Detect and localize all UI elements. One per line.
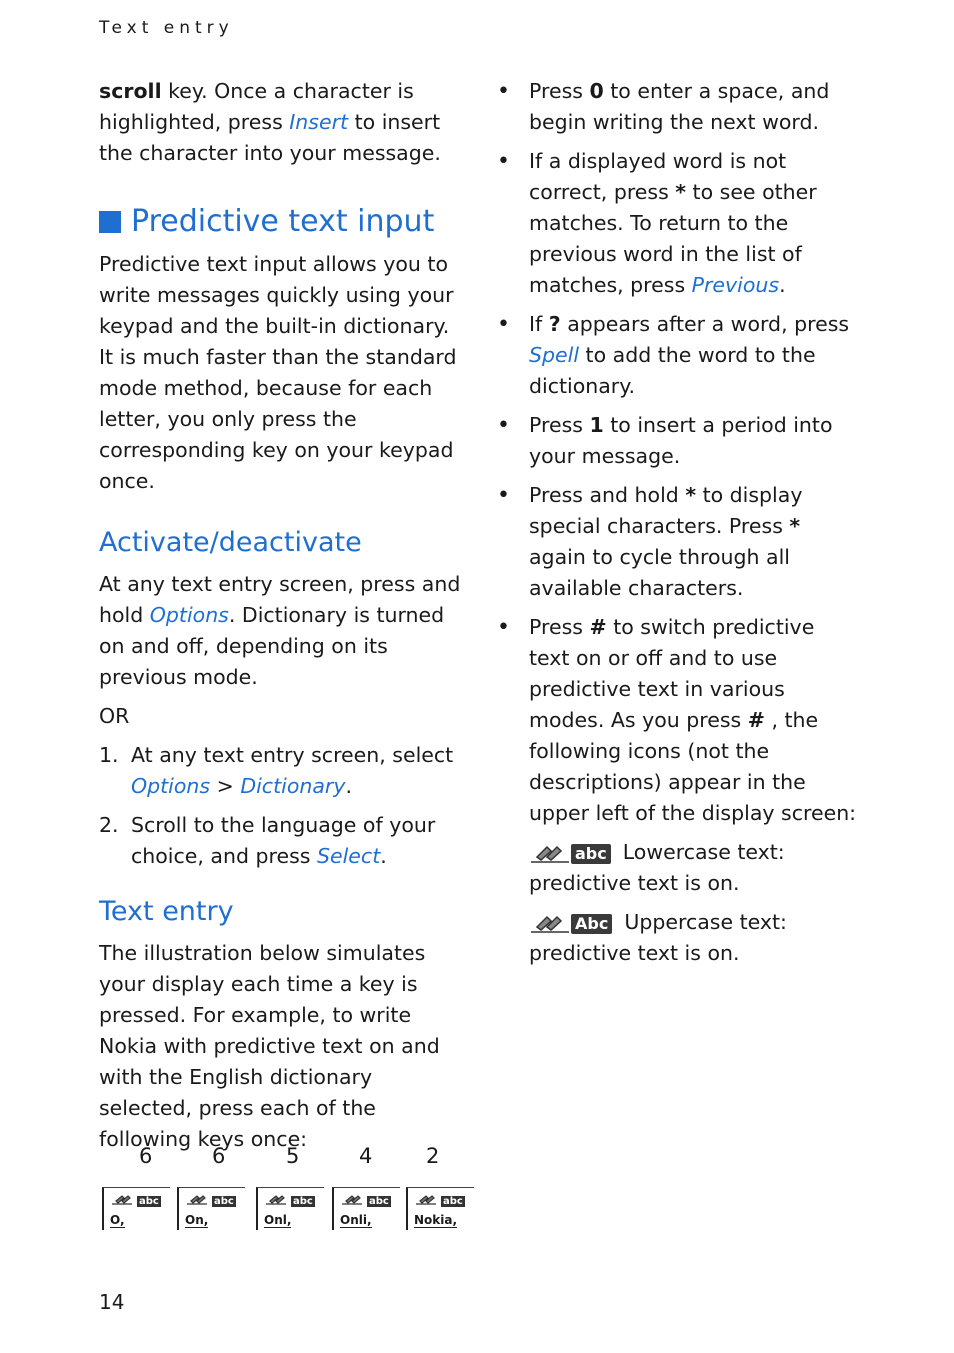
intro-paragraph (99, 76, 461, 169)
typed-word: Nokia, (414, 1213, 458, 1227)
left-column (99, 76, 461, 1155)
uppercase-desc: predictive text is on. (529, 941, 740, 965)
tips-list (497, 76, 857, 829)
uppercase-mode-description (529, 907, 857, 969)
key-label: 6 (139, 1144, 153, 1168)
heading-square-icon (99, 211, 121, 233)
select-softkey: Select (316, 844, 381, 868)
key-label: 4 (359, 1144, 373, 1168)
list-item-text: Press 0 to enter a space, and begin writing the next word. (529, 79, 830, 134)
activate-text-1: At any text entry screen, press and hold (99, 572, 461, 627)
step-number: 2. (99, 813, 119, 837)
list-item (497, 76, 857, 138)
display-sequence (102, 1187, 478, 1237)
list-item-text: If a displayed word is not correct, press * to see other matches. To return to the previous word in the list of matches, press Previous. (529, 149, 817, 297)
abc-mode-icon: abc (443, 1196, 463, 1207)
pen-icon (264, 1194, 288, 1206)
previous-softkey: Previous (691, 273, 780, 297)
display-screen (332, 1187, 400, 1230)
typed-word: Onli, (340, 1213, 372, 1227)
activate-text-2: . Dictionary is turned on and off, depending on its previous mode. (99, 603, 445, 689)
dictionary-menu-link: Dictionary (240, 774, 346, 798)
activate-paragraph (99, 569, 461, 693)
display-screen (102, 1187, 170, 1230)
list-item-text: If ? appears after a word, press Spell to add the word to the dictionary. (529, 312, 850, 398)
pen-icon (185, 1194, 209, 1206)
abc-mode-icon: abc (214, 1196, 234, 1207)
list-item (497, 146, 857, 301)
display-screen (406, 1187, 474, 1230)
abc-mode-icon: abc (369, 1196, 389, 1207)
typed-word: Onl, (264, 1213, 292, 1227)
pen-icon (529, 913, 571, 935)
section-heading-predictive (99, 203, 461, 241)
abc-capital-badge: Abc (571, 914, 612, 934)
pen-icon (110, 1194, 134, 1206)
list-item (497, 410, 857, 472)
activate-steps (99, 740, 461, 872)
step-item (99, 740, 461, 802)
intro-text-1: key. Once a character is highlighted, press (99, 79, 414, 134)
list-item (497, 612, 857, 829)
list-item (497, 309, 857, 402)
uppercase-label: Uppercase text: (624, 910, 787, 934)
scroll-key-term: scroll (99, 79, 162, 103)
abc-mode-icon: abc (293, 1196, 313, 1207)
or-separator: OR (99, 704, 130, 728)
lowercase-label: Lowercase text: (622, 840, 785, 864)
insert-softkey: Insert (289, 110, 349, 134)
predictive-description: Predictive text input allows you to write messages quickly using your keypad and the built-in dictionary. It is much faster than the standard mode method, because for each letter, you only press the corresponding key on your keypad once. (99, 252, 457, 493)
bullet-icon: • (497, 79, 510, 104)
lowercase-desc: predictive text is on. (529, 871, 740, 895)
subheading-text-entry: Text entry (99, 896, 234, 927)
intro-text-2: to insert the character into your message. (99, 110, 441, 165)
list-item-text: Press # to switch predictive text on or off and to use predictive text in various modes. As you press # , the following icons (not the descriptions) appear in the upper left of the display screen: (529, 615, 857, 825)
bullet-icon: • (497, 615, 510, 640)
bullet-icon: • (497, 149, 510, 174)
list-item-text: Press and hold * to display special characters. Press * again to cycle through all available characters. (529, 483, 803, 600)
list-item (497, 480, 857, 604)
key-label: 5 (286, 1144, 300, 1168)
typed-word: On, (185, 1213, 209, 1227)
bullet-icon: • (497, 413, 510, 438)
abc-mode-icon: abc (139, 1196, 159, 1207)
bullet-icon: • (497, 312, 510, 337)
step-number: 1. (99, 743, 119, 767)
running-head: Text entry (99, 18, 234, 38)
display-screen (256, 1187, 324, 1230)
display-screen (177, 1187, 245, 1230)
spell-softkey: Spell (529, 343, 580, 367)
list-item-text: Press 1 to insert a period into your message. (529, 413, 833, 468)
lowercase-mode-description (529, 837, 857, 899)
key-label: 2 (426, 1144, 440, 1168)
options-softkey: Options (149, 603, 229, 627)
step-text: At any text entry screen, select Options > Dictionary. (131, 743, 454, 798)
pen-icon (529, 843, 571, 865)
key-sequence (99, 1140, 479, 1170)
typed-word: O, (110, 1213, 125, 1227)
subheading-activate: Activate/deactivate (99, 527, 362, 558)
bullet-icon: • (497, 483, 510, 508)
heading-text: Predictive text input (131, 204, 435, 239)
options-menu-link: Options (131, 774, 211, 798)
pen-icon (340, 1194, 364, 1206)
right-column (497, 76, 857, 975)
page-number: 14 (99, 1290, 125, 1314)
key-label: 6 (212, 1144, 226, 1168)
step-text: Scroll to the language of your choice, and press Select. (131, 813, 436, 868)
abc-badge: abc (571, 844, 611, 864)
pen-icon (414, 1194, 438, 1206)
lowercase-predictive-icon (529, 840, 611, 868)
text-entry-paragraph: The illustration below simulates your display each time a key is pressed. For example, to write Nokia with predictive text on and with the English dictionary selected, press each of the following keys once: (99, 941, 440, 1151)
uppercase-predictive-icon (529, 910, 612, 938)
step-item (99, 810, 461, 872)
